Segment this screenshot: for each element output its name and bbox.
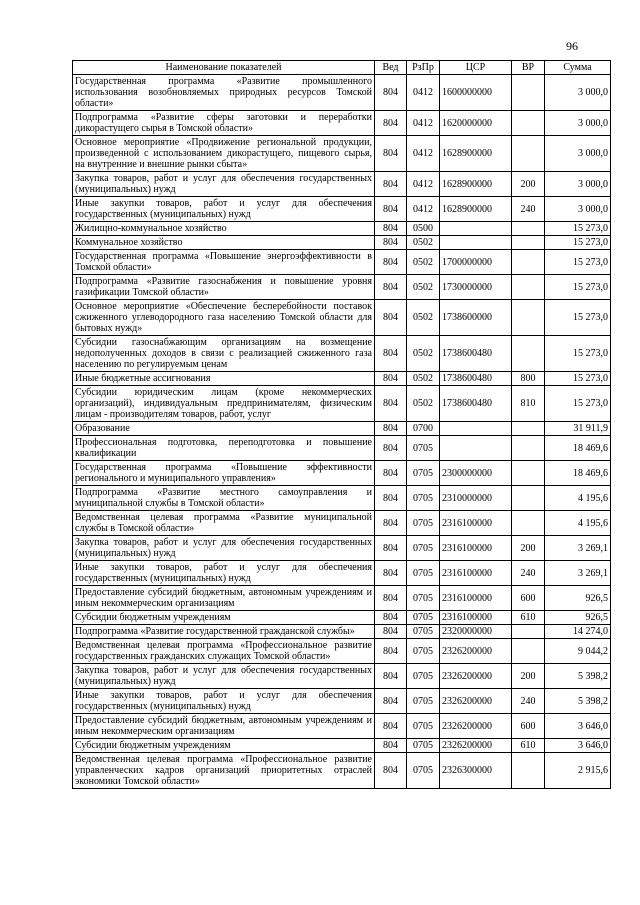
cell-csr: 2316100000 [440,586,512,611]
table-row [73,689,611,714]
cell-csr: 2316100000 [440,511,512,536]
cell-name: Основное мероприятие «Обеспечение бесперебойности поставок сжиженного углеводородного газа населению Томской области для бытовых нужд» [73,300,375,336]
cell-csr: 2320000000 [440,625,512,639]
cell-name: Образование [73,422,375,436]
table-row [73,111,611,136]
cell-rzpr: 0412 [407,75,440,111]
cell-ved: 804 [375,386,407,422]
cell-rzpr: 0705 [407,436,440,461]
table-row [73,336,611,372]
cell-ved: 804 [375,714,407,739]
cell-csr: 2310000000 [440,486,512,511]
cell-vr: 240 [512,561,545,586]
cell-sum: 9 044,2 [545,639,611,664]
table-row [73,75,611,111]
cell-csr [440,236,512,250]
cell-name: Профессиональная подготовка, переподготовка и повышение квалификации [73,436,375,461]
table-row [73,275,611,300]
cell-name: Государственная программа «Повышение энергоэффективности в Томской области» [73,250,375,275]
cell-vr: 200 [512,664,545,689]
cell-name: Иные закупки товаров, работ и услуг для обеспечения государственных (муниципальных) нужд [73,689,375,714]
cell-name: Ведомственная целевая программа «Профессиональное развитие управленческих кадров организаций приоритетных отраслей экономики Томской области» [73,753,375,789]
cell-csr: 1600000000 [440,75,512,111]
cell-sum: 3 000,0 [545,111,611,136]
cell-sum: 3 000,0 [545,75,611,111]
cell-sum: 4 195,6 [545,511,611,536]
table-row [73,436,611,461]
cell-ved: 804 [375,172,407,197]
cell-sum: 15 273,0 [545,300,611,336]
cell-ved: 804 [375,461,407,486]
cell-rzpr: 0412 [407,136,440,172]
cell-rzpr: 0705 [407,486,440,511]
table-row [73,222,611,236]
cell-name: Жилищно-коммунальное хозяйство [73,222,375,236]
table-row [73,386,611,422]
header-rzpr: РзПр [407,61,440,75]
cell-ved: 804 [375,586,407,611]
cell-sum: 15 273,0 [545,275,611,300]
cell-rzpr: 0705 [407,639,440,664]
cell-vr: 610 [512,739,545,753]
table-row [73,753,611,789]
cell-csr: 1738600480 [440,386,512,422]
cell-csr: 1730000000 [440,275,512,300]
table-row [73,739,611,753]
cell-sum: 15 273,0 [545,386,611,422]
cell-sum: 3 269,1 [545,536,611,561]
cell-vr [512,422,545,436]
cell-vr [512,236,545,250]
cell-vr [512,275,545,300]
cell-csr: 2316100000 [440,536,512,561]
table-row [73,511,611,536]
cell-name: Предоставление субсидий бюджетным, автономным учреждениям и иным некоммерческим организациям [73,586,375,611]
cell-sum: 3 000,0 [545,197,611,222]
cell-vr [512,111,545,136]
table-header-row [73,61,611,75]
cell-csr [440,422,512,436]
table-row [73,300,611,336]
cell-rzpr: 0705 [407,689,440,714]
cell-vr [512,436,545,461]
cell-name: Закупка товаров, работ и услуг для обеспечения государственных (муниципальных) нужд [73,664,375,689]
cell-name: Ведомственная целевая программа «Развитие муниципальной службы в Томской области» [73,511,375,536]
cell-vr: 200 [512,536,545,561]
cell-csr: 2326200000 [440,689,512,714]
cell-sum: 15 273,0 [545,222,611,236]
header-sum: Сумма [545,61,611,75]
cell-name: Иные закупки товаров, работ и услуг для обеспечения государственных (муниципальных) нужд [73,197,375,222]
cell-vr [512,461,545,486]
cell-name: Государственная программа «Повышение эффективности регионального и муниципального управления» [73,461,375,486]
cell-sum: 4 195,6 [545,486,611,511]
cell-ved: 804 [375,300,407,336]
cell-sum: 2 915,6 [545,753,611,789]
cell-name: Закупка товаров, работ и услуг для обеспечения государственных (муниципальных) нужд [73,536,375,561]
cell-rzpr: 0502 [407,236,440,250]
cell-name: Закупка товаров, работ и услуг для обеспечения государственных (муниципальных) нужд [73,172,375,197]
table-row [73,586,611,611]
cell-sum: 926,5 [545,586,611,611]
cell-vr [512,222,545,236]
cell-vr: 800 [512,372,545,386]
table-row [73,611,611,625]
cell-vr: 240 [512,689,545,714]
cell-rzpr: 0705 [407,753,440,789]
cell-name: Ведомственная целевая программа «Профессиональное развитие государственных гражданских служащих Томской области» [73,639,375,664]
table-row [73,461,611,486]
cell-sum: 18 469,6 [545,461,611,486]
cell-rzpr: 0412 [407,197,440,222]
cell-csr: 1738600480 [440,372,512,386]
table-row [73,172,611,197]
cell-name: Подпрограмма «Развитие сферы заготовки и переработки дикорастущего сырья в Томской области» [73,111,375,136]
cell-name: Государственная программа «Развитие промышленного использования возобновляемых природных ресурсов Томской области» [73,75,375,111]
cell-rzpr: 0412 [407,172,440,197]
table-row [73,136,611,172]
cell-ved: 804 [375,739,407,753]
cell-rzpr: 0705 [407,586,440,611]
table-body [73,75,611,789]
cell-ved: 804 [375,625,407,639]
cell-rzpr: 0502 [407,300,440,336]
cell-sum: 926,5 [545,611,611,625]
cell-rzpr: 0502 [407,250,440,275]
table-row [73,197,611,222]
cell-ved: 804 [375,250,407,275]
cell-vr [512,511,545,536]
table-row [73,664,611,689]
cell-ved: 804 [375,372,407,386]
cell-name: Субсидии газоснабжающим организациям на возмещение недополученных доходов в связи с реализацией сжиженного газа населению по регулируемым ценам [73,336,375,372]
cell-rzpr: 0705 [407,461,440,486]
cell-csr: 1738600480 [440,336,512,372]
cell-rzpr: 0502 [407,372,440,386]
cell-ved: 804 [375,753,407,789]
cell-csr: 1628900000 [440,197,512,222]
cell-ved: 804 [375,75,407,111]
cell-rzpr: 0700 [407,422,440,436]
cell-sum: 3 000,0 [545,136,611,172]
cell-rzpr: 0705 [407,536,440,561]
cell-vr: 200 [512,172,545,197]
cell-vr [512,639,545,664]
table-row [73,639,611,664]
table-row [73,561,611,586]
cell-rzpr: 0705 [407,561,440,586]
cell-sum: 15 273,0 [545,336,611,372]
budget-table [72,60,611,789]
cell-rzpr: 0705 [407,664,440,689]
cell-vr: 810 [512,386,545,422]
table-row [73,714,611,739]
cell-ved: 804 [375,639,407,664]
cell-ved: 804 [375,136,407,172]
cell-csr: 2316100000 [440,611,512,625]
cell-sum: 3 269,1 [545,561,611,586]
cell-rzpr: 0705 [407,511,440,536]
table-row [73,536,611,561]
cell-csr: 2326200000 [440,739,512,753]
cell-name: Субсидии бюджетным учреждениям [73,739,375,753]
cell-name: Иные бюджетные ассигнования [73,372,375,386]
cell-sum: 15 273,0 [545,250,611,275]
page-number: 96 [566,39,578,53]
cell-ved: 804 [375,486,407,511]
cell-sum: 15 273,0 [545,372,611,386]
table-row [73,236,611,250]
cell-ved: 804 [375,111,407,136]
cell-ved: 804 [375,664,407,689]
table-row [73,625,611,639]
cell-csr: 2316100000 [440,561,512,586]
cell-csr: 2326200000 [440,714,512,739]
cell-vr [512,75,545,111]
cell-name: Основное мероприятие «Продвижение региональной продукции, произведенной с использованием дикорастущего, пищевого сырья, на внутренние и внешние рынки сбыта» [73,136,375,172]
cell-csr: 1628900000 [440,136,512,172]
cell-sum: 15 273,0 [545,236,611,250]
cell-ved: 804 [375,197,407,222]
cell-sum: 31 911,9 [545,422,611,436]
cell-rzpr: 0500 [407,222,440,236]
cell-csr: 2300000000 [440,461,512,486]
cell-vr: 610 [512,611,545,625]
cell-csr [440,222,512,236]
cell-rzpr: 0705 [407,625,440,639]
cell-sum: 3 646,0 [545,739,611,753]
cell-name: Субсидии бюджетным учреждениям [73,611,375,625]
cell-rzpr: 0502 [407,336,440,372]
cell-vr [512,486,545,511]
cell-name: Подпрограмма «Развитие газоснабжения и повышение уровня газификации Томской области» [73,275,375,300]
cell-vr [512,250,545,275]
header-csr: ЦСР [440,61,512,75]
cell-ved: 804 [375,536,407,561]
table-row [73,422,611,436]
cell-ved: 804 [375,689,407,714]
cell-vr: 600 [512,714,545,739]
header-vr: ВР [512,61,545,75]
header-ved: Вед [375,61,407,75]
cell-rzpr: 0705 [407,611,440,625]
cell-csr: 2326300000 [440,753,512,789]
cell-csr: 1628900000 [440,172,512,197]
header-name: Наименование показателей [73,61,375,75]
cell-csr: 2326200000 [440,664,512,689]
cell-name: Подпрограмма «Развитие местного самоуправления и муниципальной службы в Томской области» [73,486,375,511]
cell-sum: 5 398,2 [545,689,611,714]
cell-sum: 18 469,6 [545,436,611,461]
cell-vr [512,625,545,639]
cell-ved: 804 [375,422,407,436]
cell-ved: 804 [375,236,407,250]
cell-csr: 1620000000 [440,111,512,136]
cell-name: Коммунальное хозяйство [73,236,375,250]
cell-sum: 5 398,2 [545,664,611,689]
cell-vr [512,753,545,789]
cell-rzpr: 0502 [407,386,440,422]
cell-ved: 804 [375,275,407,300]
cell-vr [512,300,545,336]
cell-csr: 1700000000 [440,250,512,275]
table-row [73,372,611,386]
cell-name: Подпрограмма «Развитие государственной гражданской службы» [73,625,375,639]
cell-rzpr: 0705 [407,714,440,739]
cell-ved: 804 [375,561,407,586]
cell-name: Предоставление субсидий бюджетным, автономным учреждениям и иным некоммерческим организациям [73,714,375,739]
table-row [73,250,611,275]
cell-name: Иные закупки товаров, работ и услуг для обеспечения государственных (муниципальных) нужд [73,561,375,586]
cell-sum: 3 000,0 [545,172,611,197]
cell-vr [512,336,545,372]
cell-vr: 600 [512,586,545,611]
cell-rzpr: 0705 [407,739,440,753]
cell-csr: 1738600000 [440,300,512,336]
cell-name: Субсидии юридическим лицам (кроме некоммерческих организаций), индивидуальным предпринимателям, физическим лицам - производителям товаров, работ, услуг [73,386,375,422]
cell-ved: 804 [375,336,407,372]
cell-sum: 3 646,0 [545,714,611,739]
cell-rzpr: 0412 [407,111,440,136]
cell-ved: 804 [375,436,407,461]
cell-vr [512,136,545,172]
cell-csr [440,436,512,461]
cell-rzpr: 0502 [407,275,440,300]
cell-csr: 2326200000 [440,639,512,664]
cell-sum: 14 274,0 [545,625,611,639]
cell-vr: 240 [512,197,545,222]
table-row [73,486,611,511]
cell-ved: 804 [375,611,407,625]
cell-ved: 804 [375,511,407,536]
cell-ved: 804 [375,222,407,236]
